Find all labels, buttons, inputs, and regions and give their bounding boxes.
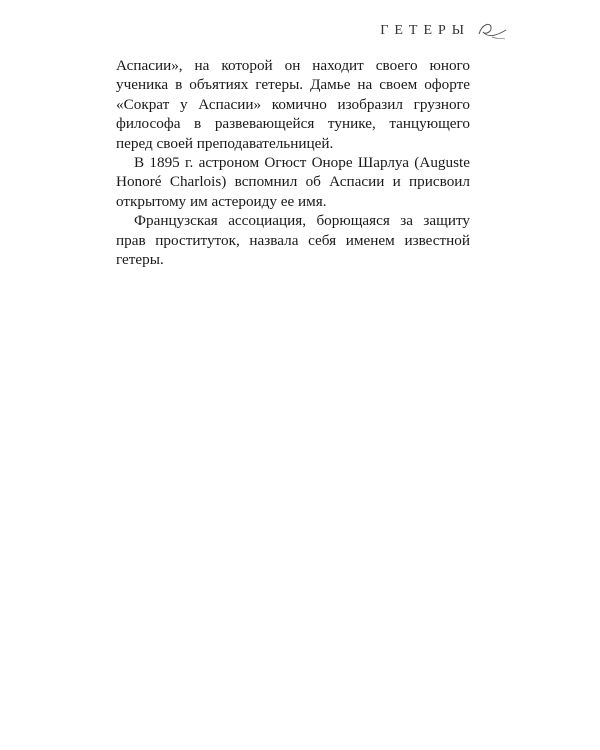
paragraph-association: Французская ассоциация, борющаяся за защиту прав проституток, назвала себя именем известной гетеры.	[116, 212, 470, 269]
paragraph-continued: Аспасии», на которой он находит своего юного ученика в объятиях гетеры. Дамье на своем офорте «Сократ у Аспасии» комично изобразил грузного философа в развевающейся тунике, танцующего перед своей преподавательницей.	[116, 57, 470, 152]
running-head	[380, 20, 508, 42]
body-text	[116, 56, 470, 269]
paragraph-asteroid: В 1895 г. астроном Огюст Оноре Шарлуа (Auguste Honoré Charlois) вспомнил об Аспасии и присвоил открытому им астероиду ее имя.	[116, 154, 470, 210]
running-head-title: ГЕТЕРЫ	[380, 23, 470, 38]
flourish-ornament-icon	[476, 20, 508, 42]
